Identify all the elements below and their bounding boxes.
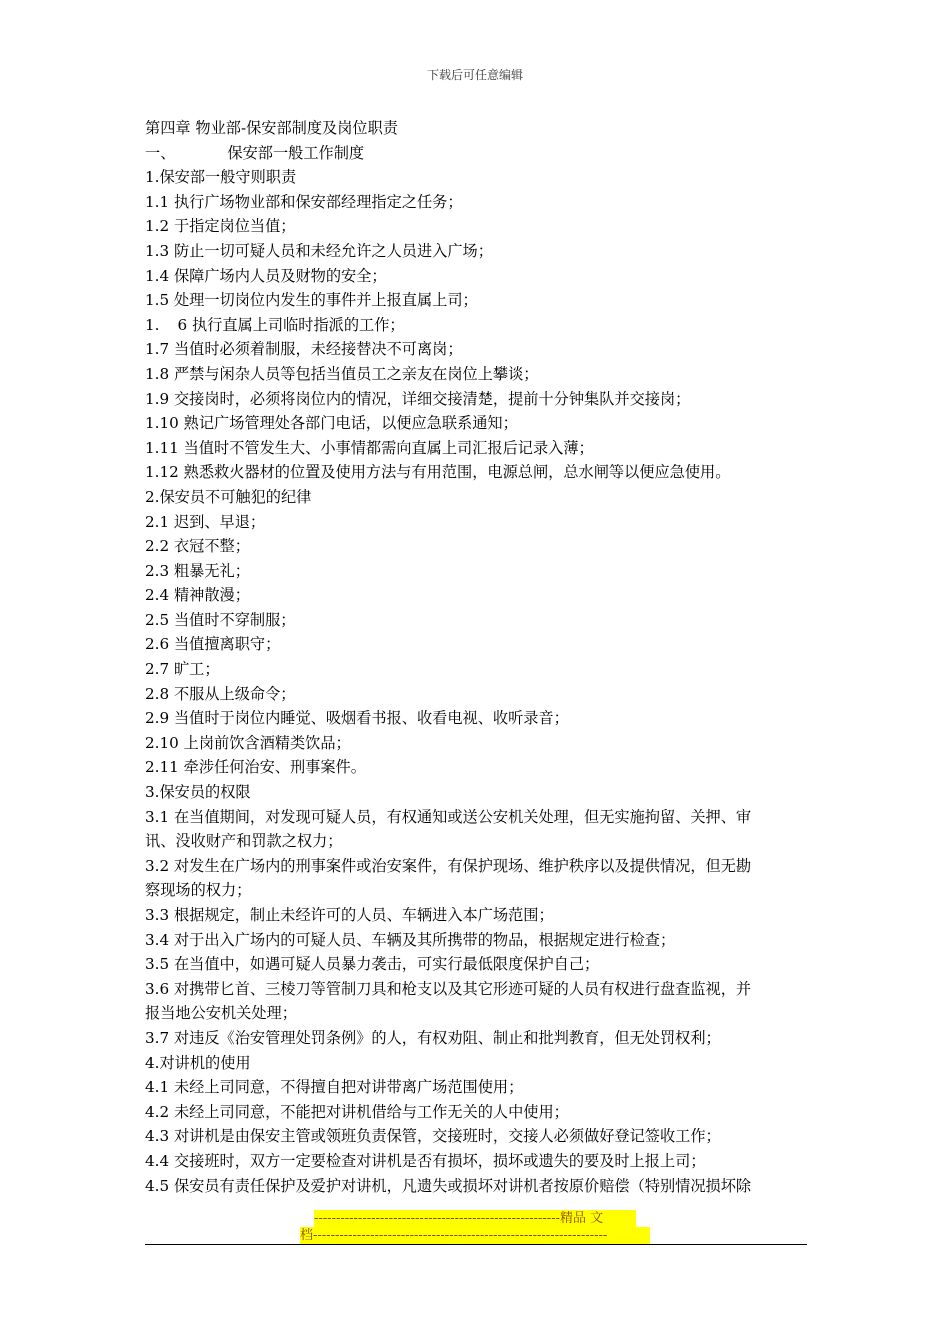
text-line: 察现场的权力； — [145, 881, 252, 900]
text-line: 2.9 当值时于岗位内睡觉、吸烟看书报、收看电视、收听录音； — [145, 709, 569, 728]
text-line: 2.7 旷工； — [145, 660, 220, 679]
text-line: 2.保安员不可触犯的纪律 — [145, 487, 312, 506]
chapter-title: 第四章 物业部-保安部制度及岗位职责 — [145, 119, 398, 137]
page-header: 下载后可任意编辑 — [426, 68, 523, 82]
text-line: 4.1 未经上司同意，不得擅自把对讲带离广场范围使用； — [145, 1078, 524, 1097]
text-line-item-1-6 — [145, 313, 807, 338]
text-line: 2.10 上岗前饮含酒精类饮品； — [145, 733, 351, 752]
text-line: 2.5 当值时不穿制服； — [145, 610, 296, 629]
text-line: 4.4 交接班时，双方一定要检查对讲机是否有损坏，损坏或遗失的要及时上报上司； — [145, 1151, 706, 1170]
text-line: 3.1 在当值期间，对发现可疑人员，有权通知或送公安机关处理，但无实施拘留、关押、审 — [145, 807, 752, 826]
text-line: 1.5 处理一切岗位内发生的事件并上报直属上司； — [145, 291, 478, 310]
text-line: 讯、没收财产和罚款之权力； — [145, 832, 343, 851]
text-line: 3.4 对于出入广场内的可疑人员、车辆及其所携带的物品，根据规定进行检查； — [145, 930, 676, 949]
text-line: 1.8 严禁与闲杂人员等包括当值员工之亲友在岗位上攀谈； — [145, 364, 539, 383]
footer-divider — [145, 1244, 807, 1245]
text-line: 4.3 对讲机是由保安主管或领班负责保管，交接班时，交接人必须做好登记签收工作； — [145, 1127, 721, 1146]
text-line: 2.11 牵涉任何治安、刑事案件。 — [145, 758, 366, 777]
page-footer-watermark — [300, 1210, 652, 1244]
text-line: 1.9 交接岗时，必须将岗位内的情况，详细交接清楚，提前十分钟集队并交接岗； — [145, 389, 691, 408]
text-line: 4.2 未经上司同意，不能把对讲机借给与工作无关的人中使用； — [145, 1102, 569, 1121]
footer-line-1: --------------------------------------------------------精品 文 — [314, 1210, 636, 1227]
footer-line-2: 档------------------------------------------------------------------- — [300, 1227, 650, 1244]
item-text: 6 执行直属上司临时指派的工作； — [177, 315, 405, 334]
text-line: 2.4 精神散漫； — [145, 586, 250, 605]
text-line: 2.1 迟到、早退； — [145, 512, 266, 531]
text-line: 2.3 粗暴无礼； — [145, 561, 250, 580]
text-line: 2.8 不服从上级命令； — [145, 684, 296, 703]
text-line: 3.2 对发生在广场内的刑事案件或治安案件，有保护现场、维护秩序以及提供情况，但无勘 — [145, 856, 752, 875]
document-body — [145, 116, 807, 1198]
text-line: 3.5 在当值中，如遇可疑人员暴力袭击，可实行最低限度保护自己； — [145, 955, 600, 974]
text-line: 1.3 防止一切可疑人员和未经允许之人员进入广场； — [145, 241, 493, 260]
text-line: 4.对讲机的使用 — [145, 1053, 251, 1072]
text-line: 3.7 对违反《治安管理处罚条例》的人，有权劝阻、制止和批判教育，但无处罚权利； — [145, 1028, 721, 1047]
item-number: 1. — [145, 315, 160, 334]
text-line: 报当地公安机关处理； — [145, 1004, 297, 1023]
text-line: 3.6 对携带匕首、三棱刀等管制刀具和枪支以及其它形迹可疑的人员有权进行盘查监视，并 — [145, 979, 752, 998]
text-line: 1.4 保障广场内人员及财物的安全； — [145, 266, 387, 285]
text-line: 1.1 执行广场物业部和保安部经理指定之任务； — [145, 192, 463, 211]
text-line: 3.3 根据规定，制止未经许可的人员、车辆进入本广场范围； — [145, 906, 554, 924]
text-line: 2.2 衣冠不整； — [145, 537, 250, 556]
text-line: 4.5 保安员有责任保护及爱护对讲机，凡遗失或损坏对讲机者按原价赔偿（特别情况损坏除 — [145, 1176, 752, 1195]
text-line: 1.11 当值时不管发生大、小事情都需向直属上司汇报后记录入薄； — [145, 438, 594, 457]
text-line: 1.10 熟记广场管理处各部门电话，以便应急联系通知； — [145, 414, 518, 433]
text-line: 1.12 熟悉救火器材的位置及使用方法与有用范围，电源总闸，总水闸等以便应急使用。 — [145, 463, 731, 482]
text-line: 1.2 于指定岗位当值； — [145, 217, 296, 236]
section-heading — [145, 141, 807, 166]
text-line: 3.保安员的权限 — [145, 783, 251, 802]
text-line: 1.7 当值时必须着制服，未经接替决不可离岗； — [145, 340, 463, 359]
section-number: 一、 — [145, 143, 176, 162]
text-line: 2.6 当值擅离职守； — [145, 635, 281, 654]
text-line: 1.保安部一般守则职责 — [145, 168, 297, 187]
section-title: 保安部一般工作制度 — [227, 143, 365, 162]
